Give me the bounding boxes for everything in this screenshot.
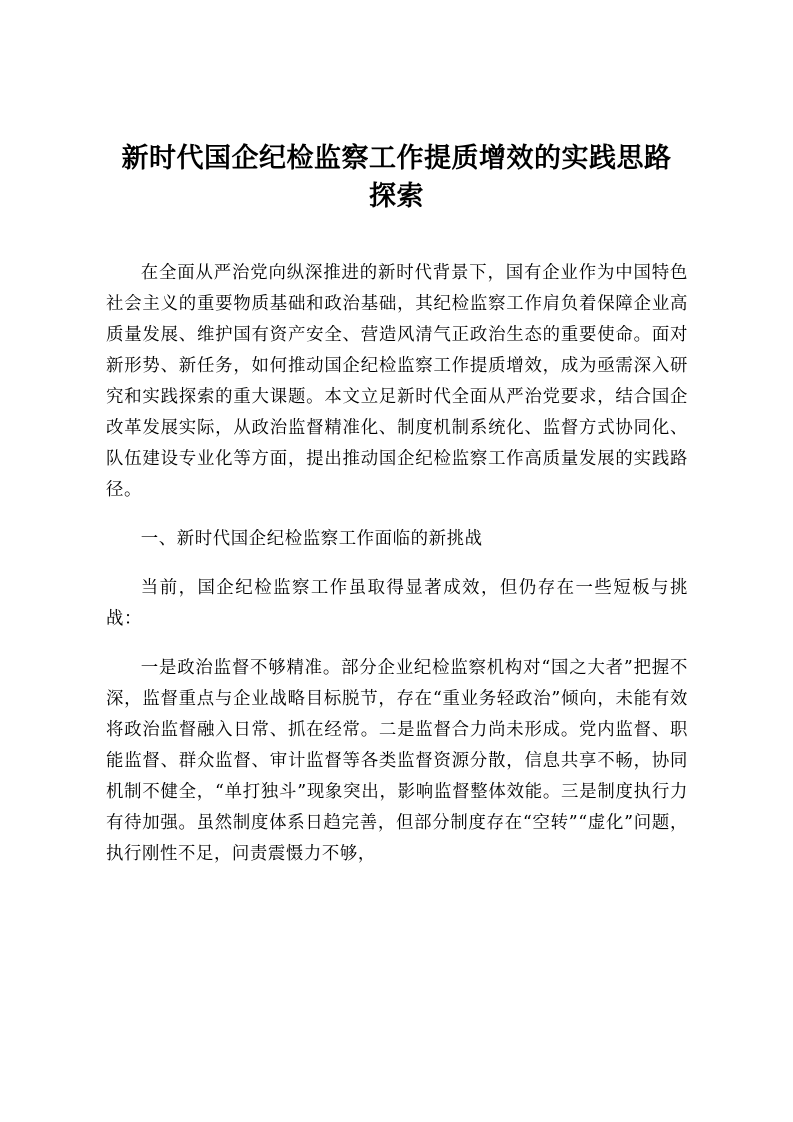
intro-paragraph: 在全面从严治党向纵深推进的新时代背景下，国有企业作为中国特色社会主义的重要物质基础和政治基础，其纪检监察工作肩负着保障企业高质量发展、维护国有资产安全、营造风清气正政治生态的重要使命。面对新形势、新任务，如何推动国企纪检监察工作提质增效，成为亟需深入研究和实践探索的重大课题。本文立足新时代全面从严治党要求，结合国企改革发展实际，从政治监督精准化、制度机制系统化、监督方式协同化、队伍建设专业化等方面，提出推动国企纪检监察工作高质量发展的实践路径。 — [106, 263, 688, 500]
document-body — [106, 258, 688, 888]
section-heading: 一、新时代国企纪检监察工作面临的新挑战 — [140, 529, 483, 549]
document-title: 新时代国企纪检监察工作提质增效的实践思路探索 — [121, 143, 672, 212]
challenges-intro-paragraph: 当前，国企纪检监察工作虽取得显著成效，但仍存在一些短板与挑战： — [106, 578, 688, 629]
challenges-detail-paragraph: 一是政治监督不够精准。部分企业纪检监察机构对“国之大者”把握不深，监督重点与企业战略目标脱节，存在“重业务轻政治”倾向，未能有效将政治监督融入日常、抓在经常。二是监督合力尚未形成。党内监督、职能监督、群众监督、审计监督等各类监督资源分散，信息共享不畅，协同机制不健全，“单打独斗”现象突出，影响监督整体效能。三是制度执行力有待加强。虽然制度体系日趋完善，但部分制度存在“空转”“虚化”问题，执行刚性不足，问责震慑力不够， — [106, 658, 688, 864]
